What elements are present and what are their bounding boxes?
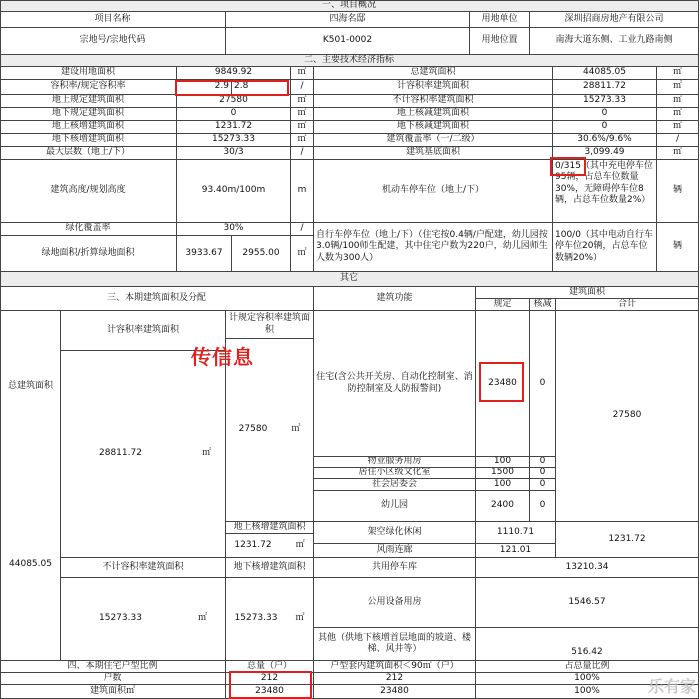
plot-no-label: 宗地号/宗地代码 (0, 28, 226, 55)
planned-unit: ㎡ (291, 424, 301, 435)
indicator-value: 9849.92 (177, 67, 291, 80)
total-area-label: 总建筑面积 (7, 381, 53, 391)
indicator-label: 建筑基底面积 (314, 147, 553, 160)
unit-small-header: 户型套内建筑面积＜90㎡（户） (314, 661, 476, 673)
indicator-label: 地上核增建筑面积 (0, 121, 177, 134)
nfa-cell (61, 578, 226, 661)
green-rate-value: 30% (177, 223, 291, 236)
indicator-value: 15273.33 (177, 134, 291, 147)
green-rate-label: 绿化覆盖率 (0, 223, 177, 236)
residential-plan: 23480 (476, 311, 530, 457)
kindergarten-label: 幼儿园 (314, 491, 476, 522)
unit-area-small: 23480 (314, 685, 476, 699)
indicator-value: 15273.33 (553, 95, 657, 108)
residential-total: 27580 (556, 311, 699, 522)
indicator-unit: ㎡ (291, 95, 314, 108)
indicator-value: 0 (177, 108, 291, 121)
car-count: 0/315 (555, 161, 581, 171)
equipment-label: 公用设备用房 (314, 578, 476, 628)
ug-label: 地下核增建筑面积 (226, 558, 314, 578)
misc-label: 其他（供地下核增首层地面的坡道、楼梯、风井等） (314, 628, 476, 661)
residential-check: 0 (530, 311, 556, 457)
leisure-total: 1231.72 (556, 522, 699, 558)
indicator-label: 最大层数（地上/下） (0, 147, 177, 160)
unit-total-header: 总量（户） (226, 661, 314, 673)
car-value (553, 160, 657, 223)
indicator-label: 建设用地面积 (0, 67, 177, 80)
indicator-label: 地下核增建筑面积 (0, 134, 177, 147)
fa-value: 28811.72 (99, 448, 142, 459)
other-title: 其它 (0, 272, 699, 287)
bike-unit: 辆 (657, 223, 699, 272)
project-name-label: 项目名称 (0, 12, 226, 28)
fa-unit: ㎡ (201, 448, 211, 459)
indicator-unit: ㎡ (657, 147, 699, 160)
indicator-value: 0 (553, 108, 657, 121)
indicator-unit: ㎡ (291, 134, 314, 147)
indicator-label: 地下核减建筑面积 (314, 121, 553, 134)
unit-area-ratio: 100% (476, 685, 699, 699)
ug-value: 15273.33 (234, 613, 278, 624)
indicator-unit: ㎡ (291, 121, 314, 134)
kindergarten-plan: 2400 (476, 491, 530, 522)
indicator-unit: ㎡ (657, 67, 699, 80)
kindergarten-check: 0 (530, 491, 556, 522)
green-area-label: 绿地面积/折算绿地面积 (0, 236, 177, 272)
units-total: 212 (226, 673, 314, 685)
check-col-header: 核减 (530, 299, 556, 311)
garage-label: 共用停车库 (314, 558, 476, 578)
nfa-unit: ㎡ (197, 613, 207, 624)
total-area-value: 44085.05 (9, 559, 52, 569)
indicator-label: 计容积率建筑面积 (314, 80, 553, 95)
bike-value: 100/0（其中电动自行车停车位20辆，占总车位数辆20%） (553, 223, 657, 272)
plan-col-header: 规定 (476, 299, 530, 311)
community-plan: 100 (476, 479, 530, 491)
indicator-label: 总建筑面积 (314, 67, 553, 80)
inc-unit: ㎡ (295, 539, 305, 550)
plot-no: K501-0002 (226, 28, 470, 55)
watermark: 乐有家 (647, 677, 696, 696)
car-label: 机动车停车位（地上/下） (314, 160, 553, 223)
planned-far-value: 2.8 (232, 80, 291, 95)
location-label: 用地位置 (470, 28, 530, 55)
unit-ratio-header: 占总量比例 (476, 661, 699, 673)
section2-title: 二、主要技术经济指标 (0, 55, 699, 67)
fa-label: 计容积率建筑面积 (61, 311, 226, 351)
unit-area-label: 建筑面积㎡ (0, 685, 226, 699)
property-label: 物业服务用房 (314, 457, 476, 468)
converted-green-area-value: 2955.00 (232, 236, 291, 272)
units-ratio: 100% (476, 673, 699, 685)
indicator-unit: / (291, 147, 314, 160)
misc-value: 516.42 (476, 628, 699, 661)
indicator-value: 0 (553, 121, 657, 134)
green-area-unit: ㎡ (291, 236, 314, 272)
indicator-label: 不计容积率建筑面积 (314, 95, 553, 108)
indicator-value: 27580 (177, 95, 291, 108)
culture-plan: 1500 (476, 468, 530, 479)
green-rate-unit: / (291, 223, 314, 236)
indicator-unit: / (657, 134, 699, 147)
indicator-value: 30/3 (177, 147, 291, 160)
leisure-label: 架空绿化休闲 (314, 522, 476, 544)
total-col-header: 合计 (556, 299, 699, 311)
indicator-unit: / (291, 80, 314, 95)
indicator-value: 30.6%/9.6% (553, 134, 657, 147)
indicator-label: 地下规定建筑面积 (0, 108, 177, 121)
unit-area-total: 23480 (226, 685, 314, 699)
corridor-value: 121.01 (476, 544, 556, 558)
nfa-label: 不计容积率建筑面积 (61, 558, 226, 578)
far-value: 2.9 (177, 80, 232, 95)
garage-value: 13210.34 (476, 558, 699, 578)
nfa-value: 15273.33 (99, 613, 142, 624)
height-label: 建筑高度/规划高度 (0, 160, 177, 223)
units-label: 户数 (0, 673, 226, 685)
car-note: （其中充电停车位95辆，占总车位数量30%，无障碍停车位8辆，占总车位数量2%） (555, 161, 653, 205)
indicator-value: 1231.72 (177, 121, 291, 134)
indicator-unit: ㎡ (657, 108, 699, 121)
green-area-value: 3933.67 (177, 236, 232, 272)
leisure-value: 1110.71 (476, 522, 556, 544)
fa-cell (61, 351, 226, 558)
inc-value: 1231.72 (234, 539, 272, 550)
bike-label: 自行车停车位（地上/下）（住宅按0.4辆/户配建，幼儿园按3.0辆/100师生配建，其中住宅户数为220户，幼儿园师生人数为300人） (314, 223, 553, 272)
property-check: 0 (530, 457, 556, 468)
function-header: 建筑功能 (314, 287, 476, 311)
culture-label: 居住小区级文化室 (314, 468, 476, 479)
indicator-label: 建筑覆盖率（一/二级） (314, 134, 553, 147)
indicator-label: 容积率/规定容积率 (0, 80, 177, 95)
planned-value: 27580 (238, 424, 268, 435)
indicator-value: 3,099.49 (553, 147, 657, 160)
height-value: 93.40m/100m (177, 160, 291, 223)
builder-value: 深圳招商房地产有限公司 (530, 12, 699, 28)
car-unit: 辆 (657, 160, 699, 223)
inc-label: 地上核增建筑面积 (226, 522, 314, 534)
indicator-value: 44085.05 (553, 67, 657, 80)
annotation-text: 传信息 (191, 345, 254, 369)
height-unit: m (291, 160, 314, 223)
planned-label: 计规定容积率建筑面积 (226, 311, 314, 339)
corridor-label: 风雨连廊 (314, 544, 476, 558)
location-value: 南海大道东侧、工业九路南侧 (530, 28, 699, 55)
section4-title: 四、本期住宅户型比例 (0, 661, 226, 673)
culture-check: 0 (530, 468, 556, 479)
ug-cell (226, 578, 314, 661)
indicator-label: 地上核减建筑面积 (314, 108, 553, 121)
equipment-value: 1546.57 (476, 578, 699, 628)
community-label: 社会居委会 (314, 479, 476, 491)
indicator-unit: ㎡ (291, 108, 314, 121)
indicator-unit: ㎡ (657, 121, 699, 134)
ug-unit: ㎡ (295, 613, 305, 624)
project-name: 四海名邸 (226, 12, 470, 28)
indicator-label: 地上规定建筑面积 (0, 95, 177, 108)
section1-title: 一、项目概况 (0, 0, 699, 12)
section3-title: 三、本期建筑面积及分配 (0, 287, 314, 311)
total-area-block (0, 311, 61, 661)
inc-cell (226, 534, 314, 558)
builder-label: 用地单位 (470, 12, 530, 28)
indicator-unit: ㎡ (657, 80, 699, 95)
residential-label: 住宅(含公共开关房、自动化控制室、消防控制室及人防报警间) (314, 311, 476, 457)
area-header: 建筑面积 (476, 287, 699, 299)
indicator-value: 28811.72 (553, 80, 657, 95)
property-plan: 100 (476, 457, 530, 468)
indicator-unit: ㎡ (291, 67, 314, 80)
units-small: 212 (314, 673, 476, 685)
community-check: 0 (530, 479, 556, 491)
indicator-unit: ㎡ (657, 95, 699, 108)
